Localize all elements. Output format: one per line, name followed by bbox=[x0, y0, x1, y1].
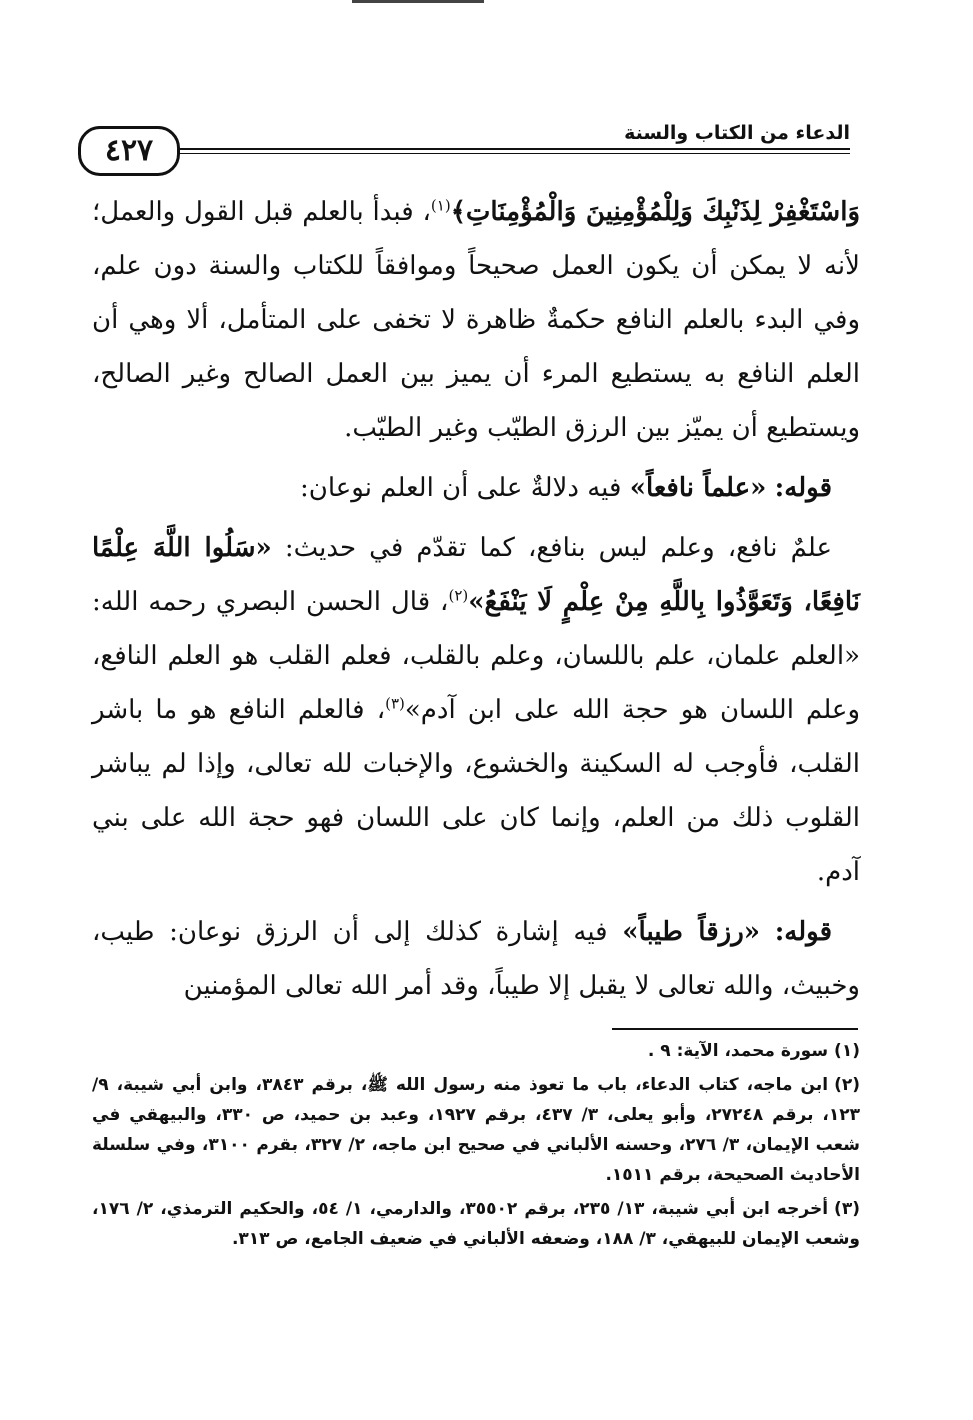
footnote-text: أخرجه ابن أبي شيبة، ١٣/ ٢٣٥، برقم ٣٥٥٠٢، والدارمي، ١/ ٥٤، والحكيم الترمذي، ٢/ ١٧٦، وشعب الإيمان للبيهقي، ٣/ ١٨٨، وضعفه الألباني في ضعيف الجامع، ص ٣١٣. bbox=[92, 1199, 860, 1249]
footnote-ref-1: (١) bbox=[430, 196, 451, 215]
footnote-number: (١) bbox=[834, 1041, 860, 1061]
quoted-phrase: «رزقاً طيباً» bbox=[622, 917, 761, 947]
footnote-separator bbox=[612, 1028, 858, 1030]
paragraph-4-text: فيه إشارة كذلك إلى أن الرزق نوعان: طيب، وخبيث، والله تعالى لا يقبل إلا طيباً، وقد أمر الله تعالى المؤمنين bbox=[92, 917, 860, 1001]
paragraph-1 bbox=[92, 185, 860, 455]
paragraph-3-text-c: ، فالعلم النافع هو ما باشر القلب، فأوجب له السكينة والخشوع، والإخبات لله تعالى، وإذا لم يباشر القلوب ذلك من العلم، وإنما كان على اللسان فهو حجة الله على بني آدم. bbox=[92, 695, 860, 887]
quran-verse: وَاسْتَغْفِرْ لِذَنْبِكَ وَلِلْمُؤْمِنِينَ وَالْمُؤْمِنَاتِ﴾ bbox=[450, 197, 860, 227]
lead-word: قوله: bbox=[774, 917, 833, 947]
paragraph-1-text: ، فبدأ بالعلم قبل القول والعمل؛ لأنه لا يمكن أن يكون العمل صحيحاً وموافقاً للكتاب والسنة دون علم، وفي البدء بالعلم النافع حكمةٌ ظاهرة لا تخفى على المتأمل، ألا وهي أن العلم النافع به يستطيع المرء أن يميز بين العمل الصالح وغير الصالح، ويستطيع أن يميّز بين الرزق الطيّب وغير الطيّب. bbox=[92, 197, 860, 443]
footnote-number: (٣) bbox=[834, 1199, 860, 1219]
paragraph-3 bbox=[92, 521, 860, 899]
quoted-phrase: «علماً نافعاً» bbox=[629, 473, 767, 503]
header-rule bbox=[168, 148, 850, 150]
footnote-ref-3: (٣) bbox=[385, 694, 405, 713]
paragraph-3-text-b: ، قال الحسن البصري رحمه الله: «العلم علمان، علم باللسان، وعلم بالقلب، فعلم القلب هو العلم النافع، وعلم اللسان هو حجة الله على ابن آدم» bbox=[92, 587, 861, 725]
footnote-text: ابن ماجه، كتاب الدعاء، باب ما تعوذ منه رسول الله ﷺ، برقم ٣٨٤٣، وابن أبي شيبة، ٩/ ١٢٣، برقم ٢٧٢٤٨، وأبو يعلى، ٣/ ٤٣٧، برقم ١٩٢٧، وعبد بن حميد، ص ٣٣٠، والبيهقي في شعب الإيمان، ٣/ ٢٧٦، وحسنه الألباني في صحيح ابن ماجه، ٢/ ٣٢٧، بقرم ٣١٠٠، وفي سلسلة الأحاديث الصحيحة، برقم ١٥١١. bbox=[92, 1075, 860, 1185]
running-title: الدعاء من الكتاب والسنة bbox=[624, 122, 850, 144]
footnote-text: سورة محمد، الآية: ٩ . bbox=[647, 1041, 829, 1061]
paragraph-3-text-a: علمٌ نافع، وعلم ليس بنافع، كما تقدّم في حديث: bbox=[284, 533, 833, 563]
page-number-badge bbox=[78, 126, 180, 176]
hadith-quote: «سَلُوا اللَّهَ عِلْمًا نَافِعًا، وَتَعَوَّذُوا بِاللَّهِ مِنْ عِلْمٍ لَا يَنْفَعُ» bbox=[92, 533, 860, 617]
page-header bbox=[78, 118, 858, 180]
footnote-item bbox=[92, 1194, 860, 1254]
page-number: ٤٢٧ bbox=[104, 133, 154, 168]
footnotes bbox=[92, 1036, 860, 1258]
paragraph-2-text: فيه دلالةٌ على أن العلم نوعان: bbox=[299, 473, 622, 503]
footnote-number: (٢) bbox=[834, 1075, 861, 1095]
footnote-ref-2: (٢) bbox=[448, 586, 469, 605]
paragraph-2 bbox=[92, 461, 860, 515]
paragraph-4 bbox=[92, 905, 860, 1013]
lead-word: قوله: bbox=[774, 473, 832, 503]
footnote-item bbox=[92, 1036, 860, 1066]
main-text bbox=[92, 185, 860, 1019]
header-rule-thin bbox=[168, 153, 850, 154]
top-edge-mark bbox=[352, 0, 484, 3]
footnote-item bbox=[92, 1070, 860, 1190]
